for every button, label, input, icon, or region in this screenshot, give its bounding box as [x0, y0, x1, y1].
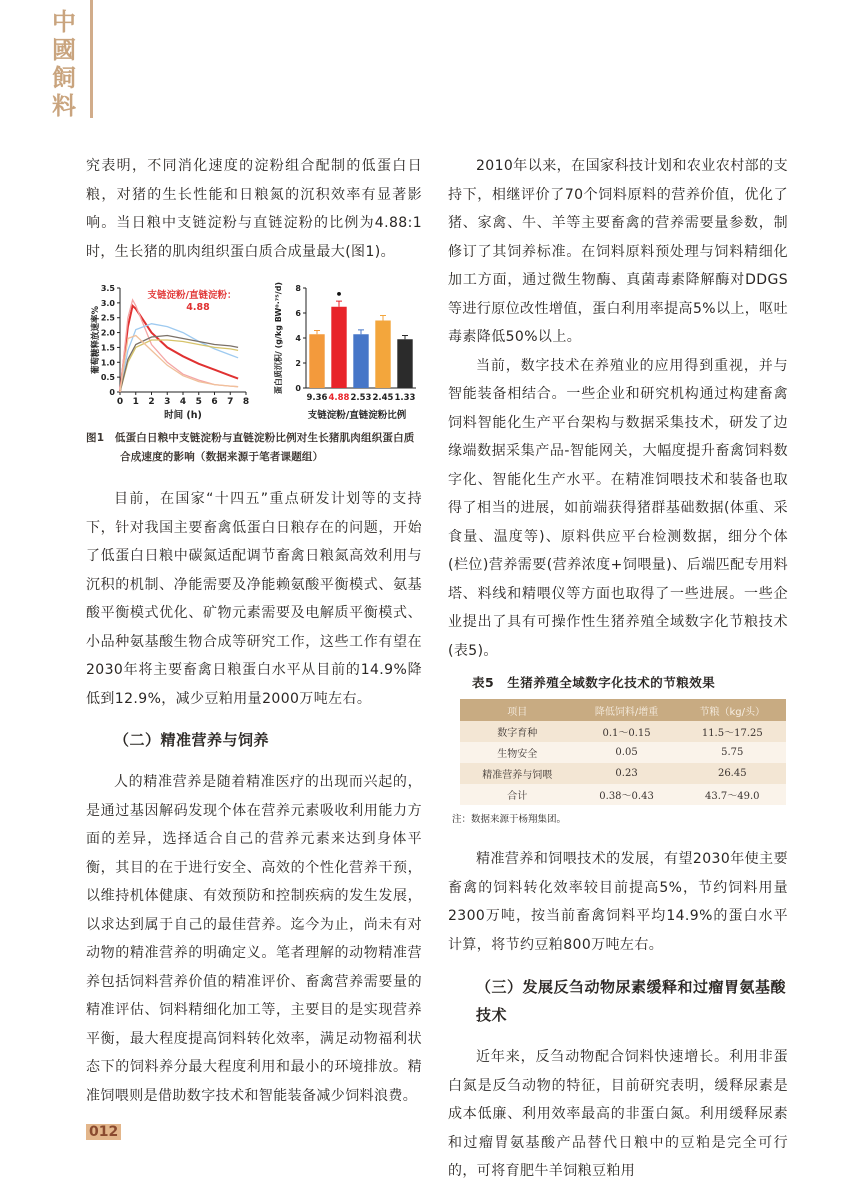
bar: [353, 334, 368, 388]
table-cell: 生物安全: [460, 742, 575, 763]
y-tick-label: 3.0: [100, 298, 115, 308]
table-5: [460, 699, 786, 805]
bar: [309, 334, 324, 388]
page-number: 012: [86, 1124, 121, 1140]
right-column: [448, 152, 788, 1186]
y-tick-label: 3.5: [100, 284, 115, 293]
table-cell: 43.7～49.0: [679, 784, 786, 805]
table-cell: 0.1～0.15: [575, 721, 679, 742]
section-heading: （二）精准营养与饲养: [114, 731, 270, 749]
chart-annotation-value: 4.88: [186, 302, 210, 313]
y-tick-label: 8: [295, 284, 301, 293]
y-tick-label: 4: [295, 334, 301, 343]
table-header-cell: 项目: [460, 699, 575, 721]
table-cell: 合计: [460, 784, 575, 805]
table-header-row: [460, 699, 786, 721]
x-tick-label: 0: [116, 397, 124, 407]
y-tick-label: 1.5: [100, 343, 115, 353]
y-tick-label: 2.5: [100, 313, 115, 323]
masthead-rule: [90, 0, 93, 118]
y-tick-label: 6: [295, 309, 301, 318]
paragraph: 2010年以来，在国家科技计划和农业农村部的支持下，相继评价了70个饲料原料的营养价值，优化了猪、家禽、牛、羊等主要畜禽的营养需要量参数，制修订了其饲养标准。在饲料原料预处理与饲料精细化加工方面，通过微生物酶、真菌毒素降解酶对DDGS等进行原位改性增值，蛋白利用率提高5%以上，呕吐毒素降低50%以上。: [448, 158, 788, 345]
x-tick-label: 9.36: [306, 393, 328, 403]
table-header-cell: 节粮（kg/头）: [679, 699, 786, 721]
x-tick-label: 3: [164, 397, 171, 407]
bar: [331, 307, 346, 388]
table-cell: 数字育种: [460, 721, 575, 742]
x-tick-label: 7: [227, 397, 234, 407]
paragraph: 近年来，反刍动物配合饲料快速增长。利用非蛋白氮是反刍动物的特征，目前研究表明，缓释尿素是成本低廉、利用效率最高的非蛋白氮。利用缓释尿素和过瘤胃氨基酸产品替代日粮中的豆粕是完全可行的，可将育肥牛羊饲粮豆粕用: [448, 1049, 788, 1179]
x-tick-label: 2.53: [350, 393, 372, 403]
paragraph: 目前，在国家“十四五”重点研发计划等的支持下，针对我国主要畜禽低蛋白日粮存在的问题，开始了低蛋白日粮中碳氮适配调节畜禽日粮氮高效利用与沉积的机制、净能需要及净能赖氨酸平衡模式、氨基酸平衡模式优化、矿物元素需要及电解质平衡模式、小品种氨基酸生物合成等研究工作，这些工作有望在2030年将主要畜禽日粮蛋白水平从目前的14.9%降低到12.9%，减少豆粕用量2000万吨左右。: [86, 491, 422, 707]
masthead: [0, 0, 120, 130]
table-header-cell: 降低饲料/增重: [575, 699, 679, 721]
x-tick-label: 2: [148, 397, 155, 407]
significance-mark: •: [335, 288, 343, 302]
section-heading: （三）发展反刍动物尿素缓释和过瘤胃氨基酸技术: [476, 978, 787, 1024]
bar: [375, 321, 390, 389]
table-row: [460, 742, 786, 763]
table-cell: 0.38～0.43: [575, 784, 679, 805]
series-line: [120, 340, 238, 392]
paragraph: 当前，数字技术在养殖业的应用得到重视，并与智能装备相结合。一些企业和研究机构通过构建畜禽饲料智能化生产平台架构与数据采集技术，研发了边缘端数据采集产品-智能网关，大幅度提升畜禽饲料数字化、智能化生产水平。在精准饲喂技术和装备也取得了相当的进展，如前端获得猪群基础数据(体重、采食量、温度等)、原料供应平台检测数据，细分个体(栏位)营养需要(营养浓度+饲喂量)、后端匹配专用料塔、料线和精喂仪等方面也取得了一些进展。一些企业提出了具有可操作性生猪养殖全域数字化节粮技术(表5)。: [448, 357, 788, 659]
x-axis-label: 支链淀粉/直链淀粉比例: [307, 410, 407, 421]
table-row: [460, 784, 786, 805]
y-tick-label: 0.5: [100, 373, 115, 383]
x-tick-label: 1: [132, 397, 139, 407]
x-tick-label: 6: [211, 397, 218, 407]
y-tick-label: 1.0: [100, 358, 115, 368]
x-tick-label: 4.88: [328, 393, 350, 403]
table-cell: 0.23: [575, 763, 679, 784]
figure-1-charts: [86, 280, 422, 425]
table-title: 表5 生猪养殖全域数字化技术的节粮效果: [472, 675, 716, 690]
bar: [397, 339, 412, 388]
table-cell: 26.45: [679, 763, 786, 784]
y-axis-label: 葡萄糖释放速率%: [91, 305, 101, 375]
x-axis-label: 时间 (h): [164, 410, 202, 421]
x-tick-label: 5: [195, 397, 202, 407]
paragraph: 究表明，不同消化速度的淀粉组合配制的低蛋白日粮，对猪的生长性能和日粮氮的沉积效率有显著影响。当日粮中支链淀粉与直链淀粉的比例为4.88:1时，生长猪的肌肉组织蛋白质合成量最大(图1)。: [86, 158, 422, 260]
figure-caption: 图1 低蛋白日粮中支链淀粉与直链淀粉比例对生长猪肌肉组织蛋白质合成速度的影响（数据来源于笔者课题组）: [86, 432, 415, 463]
x-tick-label: 2.45: [372, 393, 394, 403]
x-tick-label: 8: [242, 397, 250, 407]
chart-annotation-title: 支链淀粉/直链淀粉：: [147, 290, 237, 301]
paragraph: 人的精准营养是随着精准医疗的出现而兴起的，是通过基因解码发现个体在营养元素吸收利用能力方面的差异，选择适合自己的营养元素来达到身体平衡，其目的在于进行安全、高效的个性化营养干预，以维持机体健康、有效预防和控制疾病的发生发展，以求达到属于自己的最佳营养。迄今为止，尚未有对动物的精准营养的明确定义。笔者理解的动物精准营养包括饲料营养价值的精准评价、畜禽营养需要量的精准评估、饲料精细化加工等，主要目的是实现营养平衡，最大程度提高饲料转化效率，满足动物福利状态下的饲料养分最大程度利用和最小的环境排放。精准饲喂则是借助数字技术和智能装备减少饲料浪费。: [86, 774, 422, 1104]
y-tick-label: 2.0: [100, 328, 115, 338]
y-tick-label: 0: [109, 388, 115, 397]
table-cell: 5.75: [679, 742, 786, 763]
table-cell: 精准营养与饲喂: [460, 763, 575, 784]
paragraph: 精准营养和饲喂技术的发展，有望2030年使主要畜禽的饲料转化效率较目前提高5%，节约饲料用量2300万吨，按当前畜禽饲料平均14.9%的蛋白水平计算，将节约豆粕800万吨左右。: [448, 851, 788, 953]
table-cell: 11.5～17.25: [679, 721, 786, 742]
x-tick-label: 1.33: [394, 393, 416, 403]
figure-1: [86, 280, 422, 425]
table-row: [460, 763, 786, 784]
table-row: [460, 721, 786, 742]
x-tick-label: 4: [179, 397, 187, 407]
journal-logo: 中國飼料: [52, 7, 76, 120]
y-tick-label: 0: [295, 384, 301, 393]
line-chart: [90, 284, 249, 421]
left-column: [86, 152, 422, 1110]
table-cell: 0.05: [575, 742, 679, 763]
bar-chart: [273, 282, 416, 421]
series-line: [120, 306, 238, 392]
y-axis-label: 蛋白质沉积/ (g/kg BW⁰·⁷⁵/d): [274, 281, 283, 395]
series-line: [120, 336, 238, 393]
table-note: 注：数据来源于杨翔集团。: [452, 814, 567, 825]
series-line: [120, 324, 238, 392]
y-tick-label: 2: [295, 359, 301, 368]
